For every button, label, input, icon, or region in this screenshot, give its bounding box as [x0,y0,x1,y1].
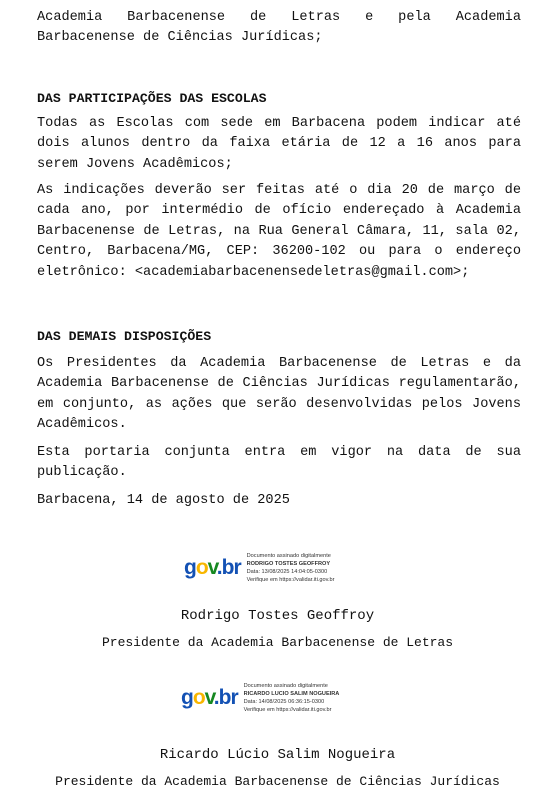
intro-paragraph: Academia Barbacenense de Letras e pela Academia Barbacenense de Ciências Jurídicas; [37,10,521,46]
signer-role-1: Presidente da Academia Barbacenense de Letras [101,635,454,650]
section-heading-escolas: DAS PARTICIPAÇÕES DAS ESCOLAS [37,90,267,106]
signer-name-1: Rodrigo Tostes Geoffroy [180,608,375,624]
signer-role-2: Presidente da Academia Barbacenense de Ciências Jurídicas [55,774,500,789]
stamp-signer: RICARDO LUCIO SALIM NOGUEIRA [243,691,340,697]
section-heading-disposicoes: DAS DEMAIS DISPOSIÇÕES [37,329,212,345]
signer-name-2: Ricardo Lúcio Salim Nogueira [159,747,396,763]
disposicoes-paragraph-1: Os Presidentes da Academia Barbacenense de Letras e da Academia Barbacenense de Ciências Jurídicas regulamentarão, em conjunto, as ações que serão desenvolvidas pelos Jovens Acadêmicos. [37,356,521,433]
digital-signature-stamp-1 [184,552,335,584]
digital-signature-stamp-2 [181,682,339,714]
escolas-paragraph-2: As indicações deverão ser feitas até o dia 20 de março de cada ano, por intermédio de ofício endereçado à Academia Barbacenense de Letras, na Rua General Câmara, 11, sala 02, Centro, Barbacena/MG, CEP: 36200-102 ou para o endereço eletrônico: <academiabarbacenensedeletras@gmail.com>; [37,183,521,280]
date-line: Barbacena, 14 de agosto de 2025 [37,492,290,508]
stamp-signer: RODRIGO TOSTES GEOFFROY [246,561,331,567]
signature-block-1 [0,606,555,653]
escolas-paragraph-1: Todas as Escolas com sede em Barbacena podem indicar até dois alunos dentro da faixa etária de 12 a 16 anos para serem Jovens Acadêmicos; [37,115,521,172]
stamp-date: Data: 14/08/2025 06:36:15-0300 [243,699,325,705]
document-body [37,6,521,511]
stamp-text [247,552,335,584]
govbr-logo: gov.br [184,556,241,579]
stamp-verify-link[interactable]: Verifique em https://validar.iti.gov.br [243,707,332,713]
stamp-header: Documento assinado digitalmente [243,683,328,689]
stamp-verify-link[interactable]: Verifique em https://validar.iti.gov.br [246,577,335,583]
disposicoes-paragraph-2: Esta portaria conjunta entra em vigor na data de sua publicação. [37,444,521,481]
stamp-date: Data: 13/08/2025 14:04:05-0300 [246,569,328,575]
stamp-header: Documento assinado digitalmente [246,553,331,559]
govbr-logo: gov.br [181,686,238,709]
stamp-text [244,682,340,714]
signature-block-2 [0,745,555,792]
